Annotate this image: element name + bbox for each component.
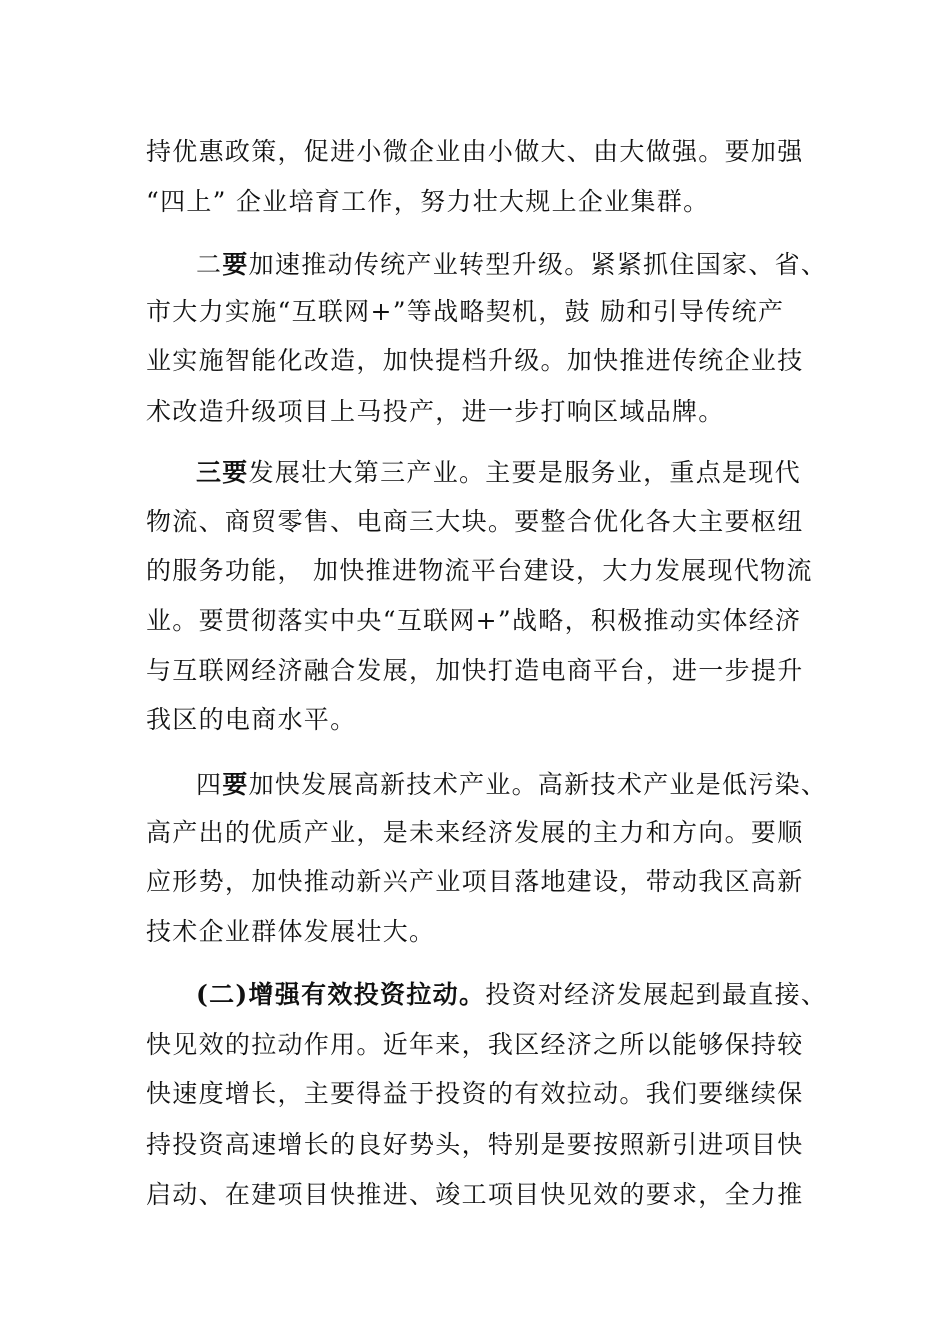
- p3-line-5: 与互联网经济融合发展，加快打造电商平台，进一步提升: [146, 656, 804, 685]
- p5-line-1: [196, 980, 827, 1010]
- p4-line-1: [196, 770, 827, 800]
- p2-line-2: 市大力实施“互联网+”等战略契机，鼓 励和引导传统产: [146, 297, 785, 326]
- p2-line-4: 术改造升级项目上马投产，进一步打响区域品牌。: [146, 397, 725, 426]
- p4-line-1-text: 加快发展高新技术产业。高新技术产业是低污染、: [248, 770, 828, 799]
- p3-bold-lead: 三要: [196, 458, 249, 487]
- p4-line-2: 高产出的优质产业，是未来经济发展的主力和方向。要顺: [146, 818, 804, 847]
- p2-bold-lead: 要: [222, 250, 249, 279]
- p5-line-1-text: 投资对经济发展起到最直接、: [485, 980, 828, 1009]
- p1-line-1: 持优惠政策，促进小微企业由小做大、由大做强。要加强: [146, 137, 804, 166]
- p2-line-1: [196, 250, 827, 280]
- p2-lead: 二: [196, 250, 223, 279]
- p5-line-4: 持投资高速增长的良好势头，特别是要按照新引进项目快: [146, 1130, 804, 1159]
- p3-line-6: 我区的电商水平。: [146, 705, 357, 734]
- p3-line-1: [196, 458, 801, 488]
- p3-line-2: 物流、商贸零售、电商三大块。要整合优化各大主要枢纽: [146, 507, 804, 536]
- p3-line-4: 业。要贯彻落实中央“互联网+”战略，积极推动实体经济: [146, 606, 802, 635]
- p4-bold-lead: 要: [222, 770, 249, 799]
- p5-line-3: 快速度增长，主要得益于投资的有效拉动。我们要继续保: [146, 1079, 804, 1108]
- p5-line-5: 启动、在建项目快推进、竣工项目快见效的要求，全力推: [146, 1180, 804, 1209]
- p4-line-3: 应形势，加快推动新兴产业项目落地建设，带动我区高新: [146, 867, 804, 896]
- p2-line-3: 业实施智能化改造，加快提档升级。加快推进传统企业技: [146, 346, 804, 375]
- p3-line-3: 的服务功能， 加快推进物流平台建设，大力发展现代物流: [146, 556, 813, 585]
- p5-line-2: 快见效的拉动作用。近年来，我区经济之所以能够保持较: [146, 1030, 804, 1059]
- p1-line-2: “四上” 企业培育工作，努力壮大规上企业集群。: [146, 187, 710, 216]
- p3-line-1-text: 发展壮大第三产业。主要是服务业，重点是现代: [248, 458, 801, 487]
- p4-line-4: 技术企业群体发展壮大。: [146, 917, 436, 946]
- p2-line-1-text: 加速推动传统产业转型升级。紧紧抓住国家、省、: [248, 250, 828, 279]
- p4-lead: 四: [196, 770, 223, 799]
- p5-bold-heading: (二)增强有效投资拉动。: [196, 980, 486, 1009]
